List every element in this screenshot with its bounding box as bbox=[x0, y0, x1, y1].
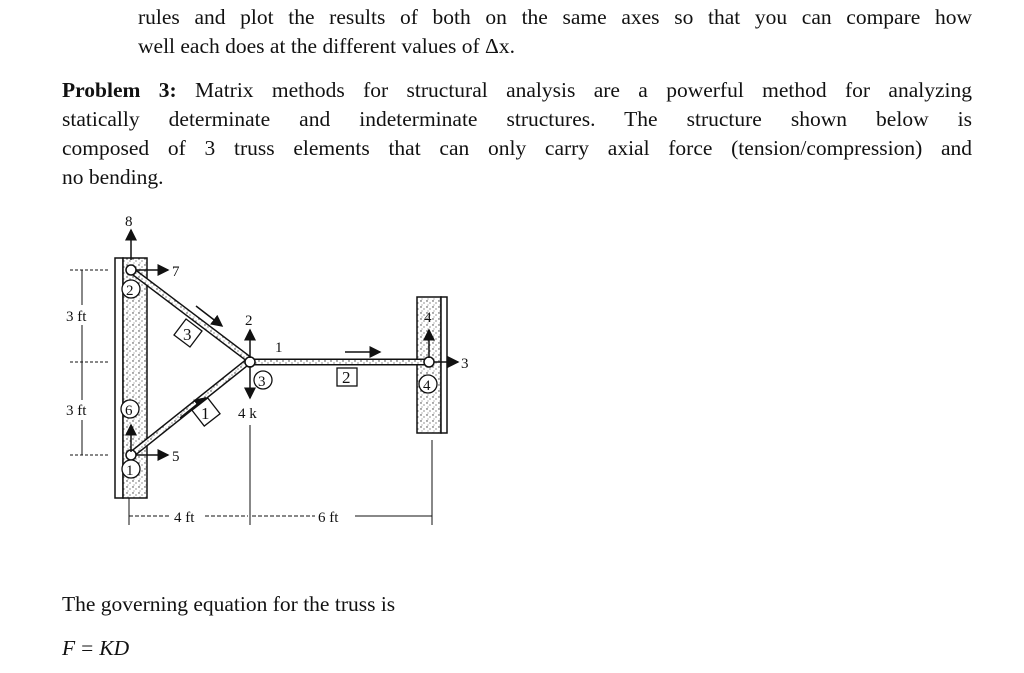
dim-left-label: 4 ft bbox=[174, 510, 195, 526]
problem-text-1: Matrix methods for structural analysis are a powerful method for analyzing bbox=[176, 78, 972, 102]
node-2-label: 2 bbox=[126, 283, 134, 299]
node-4-label: 4 bbox=[423, 378, 431, 394]
joint-2 bbox=[126, 265, 136, 275]
problem-line-4: no bending. bbox=[62, 165, 164, 189]
dof-1-label: 1 bbox=[275, 340, 283, 356]
intro-line-1: rules and plot the results of both on the same axes so that you can compare how bbox=[138, 5, 972, 29]
governing-equation-text: The governing equation for the truss is bbox=[62, 592, 396, 616]
node-1-label: 1 bbox=[126, 463, 134, 479]
intro-line-2: well each does at the different values of Δx. bbox=[138, 34, 515, 58]
problem-line-2: statically determinate and indeterminate structures. The structure shown below is bbox=[62, 107, 972, 131]
dof-5-label: 5 bbox=[172, 449, 180, 465]
equation-sign: = bbox=[81, 636, 94, 660]
vertical-dimensions bbox=[70, 270, 110, 455]
problem-line-1 bbox=[62, 76, 972, 104]
element-2-label: 2 bbox=[342, 368, 351, 387]
node-3-label: 3 bbox=[258, 374, 266, 390]
problem-label: Problem 3: bbox=[62, 78, 177, 102]
load-label: 4 k bbox=[238, 406, 257, 422]
equation-rhs: KD bbox=[99, 636, 130, 660]
joint-3 bbox=[245, 357, 255, 367]
dim-lower-label: 3 ft bbox=[66, 403, 87, 419]
member-1 bbox=[131, 360, 250, 455]
dof-3-label: 3 bbox=[461, 356, 469, 372]
truss-diagram bbox=[0, 200, 520, 540]
dof-8-label: 8 bbox=[125, 214, 133, 230]
dim-right-label: 6 ft bbox=[318, 510, 339, 526]
dof-6-label: 6 bbox=[125, 403, 133, 419]
dim-upper-label: 3 ft bbox=[66, 309, 87, 325]
dof-7-label: 7 bbox=[172, 264, 180, 280]
dof-4-label: 4 bbox=[424, 310, 432, 326]
equation-lhs: F bbox=[62, 636, 76, 660]
governing-equation bbox=[62, 634, 129, 662]
element-1-label: 1 bbox=[201, 404, 210, 423]
problem-line-3: composed of 3 truss elements that can only carry axial force (tension/compression) and bbox=[62, 136, 972, 160]
dof-2-label: 2 bbox=[245, 313, 253, 329]
joint-4 bbox=[424, 357, 434, 367]
element-3-label: 3 bbox=[183, 325, 192, 344]
